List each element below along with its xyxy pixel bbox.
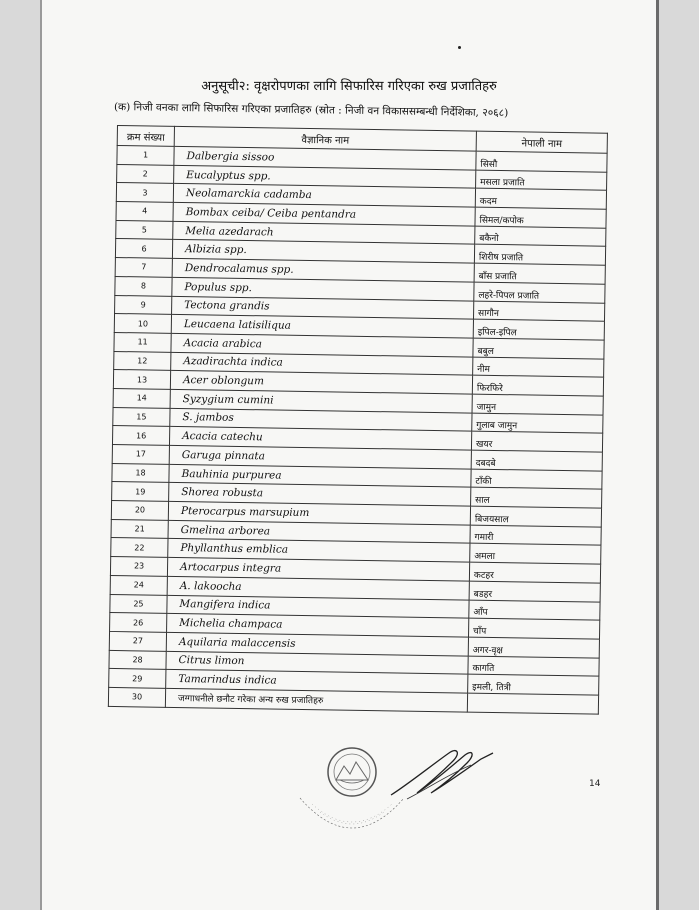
nepali-name-cell: जामुन bbox=[472, 394, 603, 415]
serial-number-cell: 17 bbox=[112, 444, 169, 464]
nepali-name-cell: इमली, तित्री bbox=[468, 674, 599, 695]
nepali-name-cell: बाँस प्रजाति bbox=[474, 263, 605, 284]
nepali-name-cell bbox=[467, 693, 598, 714]
scientific-name-cell: Tamarindus indica bbox=[166, 670, 468, 693]
scientific-name-cell: Pterocarpus marsupium bbox=[168, 501, 470, 524]
page-number: 14 bbox=[589, 779, 601, 789]
nepali-name-cell: बबुल bbox=[473, 338, 604, 359]
nepali-name-cell: सागौन bbox=[473, 301, 604, 322]
scientific-name-cell: Eucalyptus spp. bbox=[174, 165, 476, 188]
nepali-name-cell: चाँप bbox=[469, 618, 600, 639]
scientific-name-cell: Shorea robusta bbox=[169, 483, 471, 506]
scientific-name-cell: Albizia spp. bbox=[172, 240, 474, 263]
serial-number-cell: 3 bbox=[116, 183, 173, 203]
serial-number-cell: 19 bbox=[112, 482, 169, 502]
nepali-name-cell: गमारी bbox=[470, 525, 601, 546]
scientific-name-cell: Artocarpus integra bbox=[167, 557, 469, 580]
nepali-name-cell: दबदबे bbox=[471, 450, 602, 471]
nepali-name-cell: बिजयसाल bbox=[470, 506, 601, 527]
speck bbox=[458, 46, 461, 49]
nepali-name-cell: बकैनो bbox=[475, 226, 606, 247]
serial-number-cell: 13 bbox=[113, 370, 170, 390]
nepali-name-cell: शिरीष प्रजाति bbox=[474, 245, 605, 266]
scientific-name-cell: Citrus limon bbox=[166, 651, 468, 674]
serial-number-cell: 9 bbox=[115, 295, 172, 315]
scientific-name-cell: Azadirachta indica bbox=[171, 352, 473, 375]
scientific-name-cell: Michelia champaca bbox=[167, 614, 469, 637]
handwritten-signature bbox=[387, 745, 497, 805]
nepali-name-cell: कदम bbox=[475, 189, 606, 210]
scientific-name-cell: Populus spp. bbox=[172, 277, 474, 300]
scientific-name-cell: Bauhinia purpurea bbox=[169, 464, 471, 487]
nepali-name-cell: फिरफिरे bbox=[472, 375, 603, 396]
scientific-name-cell: Garuga pinnata bbox=[169, 445, 471, 468]
species-table-wrapper bbox=[108, 125, 607, 714]
scientific-name-cell: Acer oblongum bbox=[170, 371, 472, 394]
serial-number-cell: 10 bbox=[114, 314, 171, 334]
nepali-name-cell: कागति bbox=[468, 656, 599, 677]
serial-number-cell: 28 bbox=[109, 650, 166, 670]
serial-number-cell: 11 bbox=[114, 332, 171, 352]
serial-number-cell: 14 bbox=[113, 388, 170, 408]
serial-number-cell: 29 bbox=[109, 669, 166, 689]
scientific-name-cell: Bombax ceiba/ Ceiba pentandra bbox=[173, 202, 475, 225]
scientific-name-cell: Aquilaria malaccensis bbox=[166, 632, 468, 655]
serial-number-cell: 26 bbox=[110, 613, 167, 633]
header-serial-number: क्रम संख्या bbox=[117, 126, 174, 147]
header-scientific-name: वैज्ञानिक नाम bbox=[174, 126, 476, 151]
serial-number-cell: 8 bbox=[115, 276, 172, 296]
serial-number-cell: 22 bbox=[111, 538, 168, 558]
serial-number-cell: 1 bbox=[117, 146, 174, 166]
nepali-name-cell: सिसौ bbox=[476, 151, 607, 172]
nepali-name-cell: मसला प्रजाति bbox=[476, 170, 607, 191]
nepali-name-cell: खयर bbox=[471, 431, 602, 452]
nepali-name-cell: कटहर bbox=[469, 562, 600, 583]
serial-number-cell: 18 bbox=[112, 463, 169, 483]
species-table bbox=[108, 125, 608, 714]
nepali-name-cell: टाँकी bbox=[471, 469, 602, 490]
nepali-name-cell: नीम bbox=[473, 357, 604, 378]
document-page bbox=[40, 0, 659, 910]
serial-number-cell: 20 bbox=[111, 501, 168, 521]
serial-number-cell: 7 bbox=[115, 258, 172, 278]
page-title: अनुसूची२: वृक्षरोपणका लागि सिफारिस गरिएका रुख प्रजातिहरु bbox=[201, 79, 497, 94]
scientific-name-cell: A. lakoocha bbox=[167, 576, 469, 599]
serial-number-cell: 30 bbox=[108, 687, 165, 707]
header-nepali-name: नेपाली नाम bbox=[476, 131, 607, 153]
scientific-name-cell: Neolamarckia cadamba bbox=[173, 184, 475, 207]
serial-number-cell: 21 bbox=[111, 519, 168, 539]
scientific-name-cell: Phyllanthus emblica bbox=[168, 539, 470, 562]
scientific-name-cell: Mangifera indica bbox=[167, 595, 469, 618]
scientific-name-cell: S. jambos bbox=[170, 408, 472, 431]
serial-number-cell: 6 bbox=[115, 239, 172, 259]
serial-number-cell: 4 bbox=[116, 202, 173, 222]
scientific-name-cell: Dalbergia sissoo bbox=[174, 146, 476, 169]
nepali-name-cell: साल bbox=[471, 487, 602, 508]
scientific-name-cell: Tectona grandis bbox=[172, 296, 474, 319]
nepali-name-cell: इपिल-इपिल bbox=[473, 319, 604, 340]
serial-number-cell: 12 bbox=[114, 351, 171, 371]
scientific-name-cell: Dendrocalamus spp. bbox=[172, 259, 474, 282]
nepali-name-cell: लहरे-पिपल प्रजाति bbox=[474, 282, 605, 303]
nepali-name-cell: आँप bbox=[469, 600, 600, 621]
nepali-name-cell: सिमल/कपोक bbox=[475, 207, 606, 228]
table-caption: (क) निजी वनका लागि सिफारिस गरिएका प्रजातिहरु (स्रोत : निजी वन विकाससम्बन्धी निर्देशिका, २०६८) bbox=[113, 101, 509, 120]
nepali-name-cell: अगर-वृक्ष bbox=[468, 637, 599, 658]
serial-number-cell: 27 bbox=[109, 631, 166, 651]
scientific-name-cell: Gmelina arborea bbox=[168, 520, 470, 543]
scientific-name-cell: Acacia arabica bbox=[171, 333, 473, 356]
scientific-name-cell: Melia azedarach bbox=[173, 221, 475, 244]
serial-number-cell: 16 bbox=[112, 426, 169, 446]
serial-number-cell: 25 bbox=[110, 594, 167, 614]
serial-number-cell: 24 bbox=[110, 575, 167, 595]
scientific-name-cell: Syzygium cumini bbox=[170, 389, 472, 412]
nepali-name-cell: बडहर bbox=[469, 581, 600, 602]
serial-number-cell: 15 bbox=[113, 407, 170, 427]
serial-number-cell: 5 bbox=[116, 220, 173, 240]
scientific-name-cell: जग्गाधनीले छनौट गरेका अन्य रुख प्रजातिहरु bbox=[165, 688, 467, 711]
scientific-name-cell: Acacia catechu bbox=[169, 427, 471, 450]
scientific-name-cell: Leucaena latisiliqua bbox=[171, 315, 473, 338]
nepali-name-cell: गुलाब जामुन bbox=[472, 413, 603, 434]
serial-number-cell: 2 bbox=[117, 164, 174, 184]
nepali-name-cell: अमला bbox=[470, 544, 601, 565]
serial-number-cell: 23 bbox=[110, 557, 167, 577]
